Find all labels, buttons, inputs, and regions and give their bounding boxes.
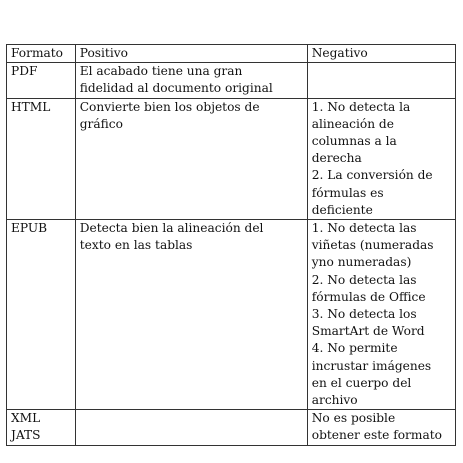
header-negative: Negativo — [307, 45, 455, 63]
cell-line: Detecta bien la alineación del — [79, 221, 264, 236]
table-row-xml-jats — [7, 410, 456, 445]
cell-positive — [75, 220, 307, 410]
cell-negative — [307, 220, 455, 410]
cell-line: XML — [11, 411, 41, 426]
cell-line: 2. No detecta las — [311, 272, 417, 287]
cell-line: yno numeradas) — [311, 255, 412, 270]
cell-line: fórmulas de Office — [311, 289, 426, 304]
header-row — [7, 45, 456, 63]
cell-line: 1. No detecta la — [311, 99, 411, 114]
table-row-html — [7, 98, 456, 219]
header-format: Formato — [7, 45, 76, 63]
cell-negative — [307, 63, 455, 98]
cell-format — [7, 98, 76, 219]
header-positive: Positivo — [75, 45, 307, 63]
cell-line: HTML — [11, 99, 51, 114]
table-row-pdf — [7, 63, 456, 98]
cell-line: El acabado tiene una gran — [79, 64, 243, 79]
cell-line: incrustar imágenes — [311, 358, 432, 373]
table-header — [7, 45, 456, 63]
cell-line: JATS — [11, 428, 41, 443]
cell-positive — [75, 98, 307, 219]
table-body — [7, 63, 456, 445]
cell-format — [7, 410, 76, 445]
cell-line: columnas a la — [311, 134, 397, 149]
cell-line: SmartArt de Word — [311, 324, 425, 339]
table-row-epub — [7, 220, 456, 410]
cell-line: 3. No detecta los — [311, 307, 417, 322]
cell-line: No es posible — [311, 411, 396, 426]
cell-format — [7, 63, 76, 98]
cell-line: 4. No permite — [311, 341, 398, 356]
cell-line: archivo — [311, 393, 358, 408]
cell-line: PDF — [11, 64, 38, 79]
cell-line: alineación de — [311, 116, 394, 131]
cell-line: fórmulas es — [311, 185, 384, 200]
cell-line: obtener este formato — [311, 428, 442, 443]
cell-positive — [75, 63, 307, 98]
cell-negative — [307, 410, 455, 445]
cell-line: viñetas (numeradas — [311, 238, 434, 253]
comparison-table — [6, 44, 456, 446]
cell-line: Convierte bien los objetos de — [79, 99, 260, 114]
cell-line: 2. La conversión de — [311, 168, 433, 183]
cell-line: fidelidad al documento original — [79, 81, 273, 96]
cell-line: EPUB — [11, 221, 48, 236]
cell-line: 1. No detecta las — [311, 221, 417, 236]
cell-line: en el cuerpo del — [311, 375, 412, 390]
cell-format — [7, 220, 76, 410]
cell-negative — [307, 98, 455, 219]
cell-line: texto en las tablas — [79, 238, 193, 253]
cell-line: deficiente — [311, 202, 373, 217]
cell-line: derecha — [311, 151, 362, 166]
cell-line: gráfico — [79, 116, 123, 131]
cell-positive — [75, 410, 307, 445]
